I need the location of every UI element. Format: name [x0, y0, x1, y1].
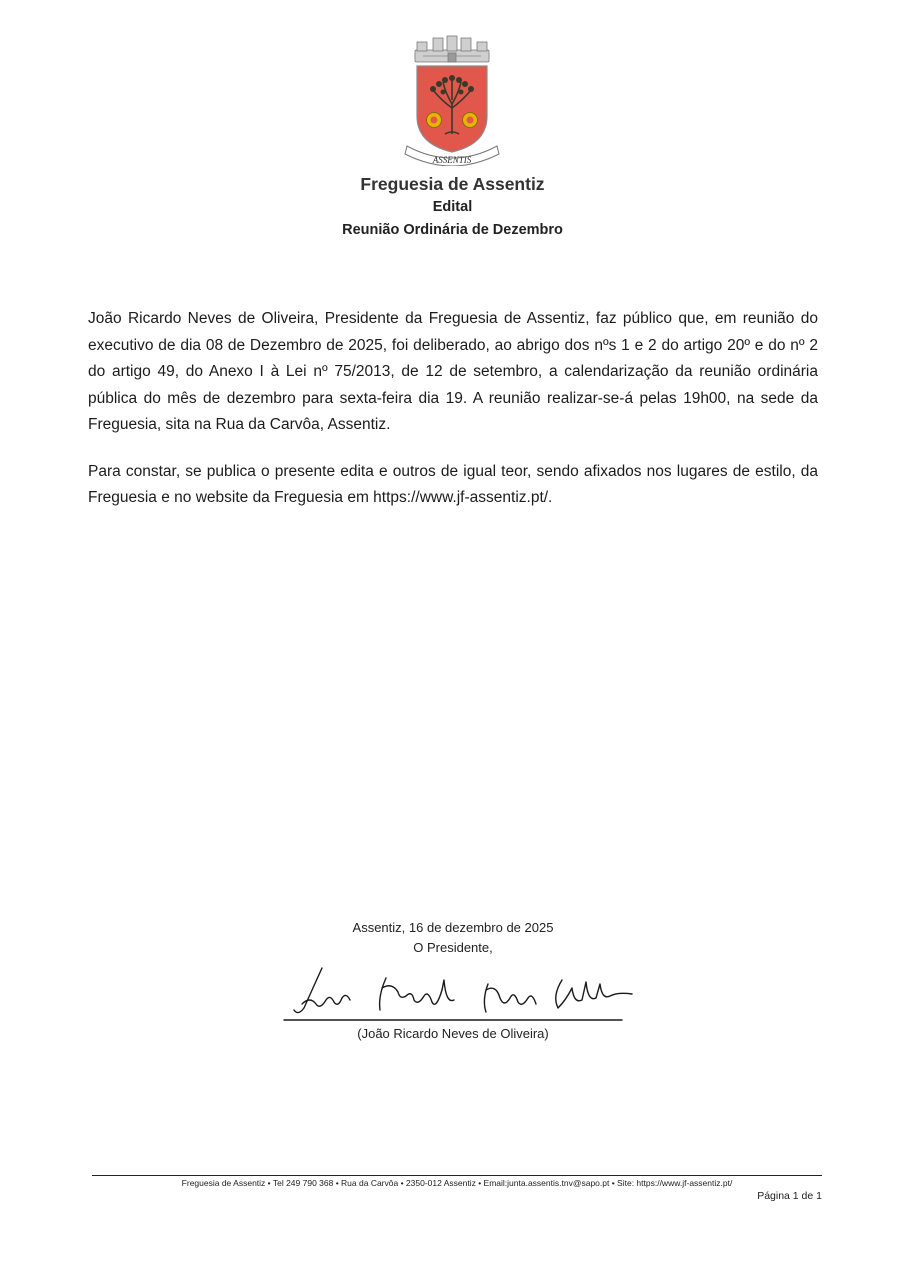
- document-subject: Reunião Ordinária de Dezembro: [342, 222, 563, 238]
- document-body: [88, 306, 818, 532]
- motto-text: ASSENTIS: [432, 155, 472, 165]
- document-type: Edital: [432, 199, 473, 215]
- body-paragraph-2: Para constar, se publica o presente edita e outros de igual teor, sendo afixados nos lugares de estilo, da Freguesia e no website da Freguesia em https://www.jf-assentiz.pt/.: [88, 462, 818, 506]
- entity-title: Freguesia de Assentiz: [360, 174, 545, 194]
- footer-divider: [92, 1175, 822, 1176]
- closing-block: [300, 918, 606, 958]
- signatory-role: O Presidente,: [413, 940, 493, 955]
- body-paragraph-1: João Ricardo Neves de Oliveira, Presidente da Freguesia de Assentiz, faz público que, em reunião do executivo de dia 08 de Dezembro de 2025, foi deliberado, ao abrigo dos nºs 1 e 2 do artigo 20º e do nº 2 do artigo 49, do Anexo I à Lei nº 75/2013, de 12 de setembro, a calendarização da reunião ordinária pública do mês de dezembro para sexta-feira dia 19. A reunião realizar-se-á pelas 19h00, na sede da Freguesia, sita na Rua da Carvôa, Assentiz.: [88, 310, 818, 433]
- place-date: Assentiz, 16 de dezembro de 2025: [352, 920, 554, 935]
- signatory-name: (João Ricardo Neves de Oliveira): [357, 1026, 549, 1041]
- mural-crown-icon: [415, 36, 489, 62]
- footer-contact: Freguesia de Assentiz • Tel 249 790 368 • Rua da Carvôa • 2350-012 Assentiz • Email:junta.assentis.tnv@sapo.pt • Site: https://www.jf-assentiz.pt/: [181, 1178, 733, 1188]
- page-number: Página 1 de 1: [757, 1190, 822, 1202]
- document-header: [0, 172, 905, 242]
- coat-of-arms-logo: [393, 34, 511, 166]
- handwritten-signature: [282, 960, 652, 1024]
